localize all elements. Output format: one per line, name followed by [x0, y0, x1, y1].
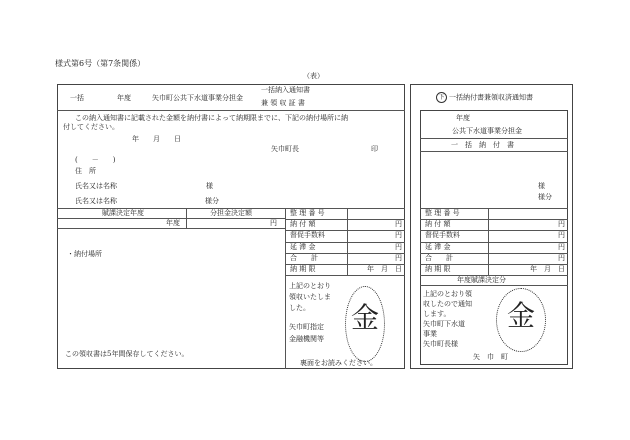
levy-amount-header: 分担金決定額	[210, 209, 252, 217]
slip-stamp: 金	[496, 288, 546, 352]
bank-text: 矢巾町指定 金融機関等	[289, 323, 324, 343]
table-row-unit: 円	[558, 231, 565, 240]
table-row-unit: 年 月 日	[367, 265, 402, 273]
slip-receipt-text: 上記のとおり領 収したので通知 します。 矢巾町下水道 事業 矢巾町長様	[423, 290, 472, 348]
divider	[57, 110, 405, 111]
receipt-text: 上記のとおり 領収いたしま した。	[289, 282, 331, 312]
keep-note: この領収書は5年間保存してください。	[65, 350, 189, 358]
table-row-label: 整 理 番 号	[290, 209, 325, 217]
levy-year-header: 賦課決定年度	[102, 209, 144, 217]
slip-title: 下 一括納付書兼領収済通知書	[436, 92, 533, 103]
table-row-unit: 円	[558, 253, 565, 262]
table-row-unit: 円	[558, 242, 565, 251]
fiscal-year-label: 年度	[117, 94, 131, 102]
doc-title-2: 兼 領 収 証 書	[261, 99, 305, 107]
back-note: 裏面をお読みください。	[300, 359, 377, 367]
table-row-label: 納 期 限	[425, 265, 451, 273]
table-row-label: 合 計	[290, 253, 318, 262]
date-line: 年 月 日	[132, 135, 181, 143]
table-row-label: 納 期 限	[290, 265, 316, 273]
name-label-2: 氏名又は名称	[75, 197, 117, 205]
table-row-label: 整 理 番 号	[425, 209, 460, 217]
table-row-label: 延 滞 金	[425, 242, 451, 251]
payment-place-label: ・納付場所	[67, 250, 102, 258]
address-label: 住 所	[75, 167, 96, 175]
table-row-label: 納 付 額	[290, 220, 316, 229]
honorific: 様	[206, 182, 213, 190]
side-label: （表）	[303, 72, 324, 80]
slip-honorific: 様	[538, 182, 545, 190]
lump-sum-label: 一括	[70, 94, 84, 102]
levy-name: 矢巾町公共下水道事業分担金	[152, 94, 243, 102]
slip-honorific-portion: 様分	[538, 193, 552, 201]
table-row-label: 延 滞 金	[290, 242, 316, 251]
table-row-unit: 円	[558, 220, 565, 229]
notice-line-2: 付してください。	[63, 123, 119, 131]
notice-line-1: この納入通知書に記載された金額を納付書によって納期限までに、下記の納付場所に納	[75, 114, 348, 122]
postal-code: ( － )	[75, 156, 116, 164]
form-number: 様式第6号（第7条関係）	[55, 59, 146, 68]
year-cell: 年度	[166, 219, 180, 227]
table-row-label: 督促手数料	[290, 231, 325, 240]
table-row-unit: 年 月 日	[530, 265, 565, 273]
levy-year-decision: 年度賦課決定分	[457, 276, 506, 284]
name-label-1: 氏名又は名称	[75, 182, 117, 190]
slip-fiscal-year: 年度	[456, 114, 470, 122]
yen-cell: 円	[270, 219, 277, 227]
slip-doc-name: 一 括 納 付 書	[451, 141, 514, 149]
honorific-portion: 様分	[205, 197, 219, 205]
table-row-label: 督促手数料	[425, 231, 460, 240]
table-row-label: 合 計	[425, 253, 453, 262]
mayor-label: 矢巾町長	[271, 145, 299, 153]
table-row-unit: 円	[395, 220, 402, 229]
receipt-stamp: 金	[345, 286, 385, 362]
table-row-unit: 円	[395, 242, 402, 251]
table-row-unit: 円	[395, 253, 402, 262]
slip-town: 矢 巾 町	[473, 353, 508, 361]
slip-levy-name: 公共下水道事業分担金	[452, 127, 522, 135]
table-row-unit: 円	[395, 231, 402, 240]
table-row-label: 納 付 額	[425, 220, 451, 229]
circled-ge-icon: 下	[436, 92, 447, 103]
doc-title-1: 一括納入通知書	[261, 86, 310, 94]
seal-label: 印	[371, 145, 378, 153]
